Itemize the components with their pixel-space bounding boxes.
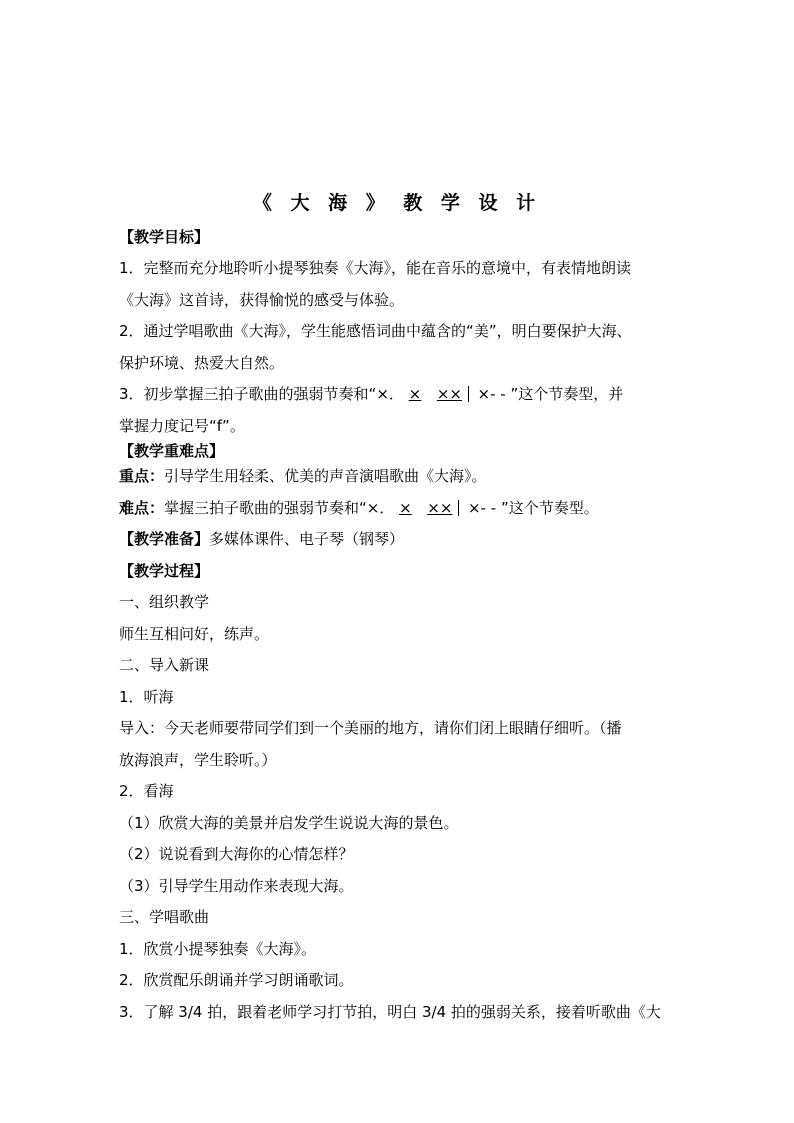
section-heading-preparation: 【教学准备】 [119, 530, 210, 548]
key-point [119, 466, 679, 486]
process-list-item: （3）引导学生用动作来表现大海。 [119, 877, 354, 895]
process-step-heading: 二、导入新课 [119, 656, 210, 674]
process-sub-heading: 2．欣赏配乐朗诵并学习朗诵歌词。 [119, 971, 354, 989]
section-heading-key-points: 【教学重难点】 [119, 442, 225, 460]
process-list-item: （1）欣赏大海的美景并启发学生说说大海的景色。 [119, 814, 459, 832]
rhythm-note-1: × [399, 499, 412, 517]
process-step-heading: 三、学唱歌曲 [119, 908, 210, 926]
difficult-point [119, 498, 679, 518]
rhythm-note-1: × [408, 385, 422, 403]
section-heading-process: 【教学过程】 [119, 562, 210, 580]
objective-3-line-1 [119, 384, 679, 404]
objective-3-line-2: 掌握力度记号“f”。 [119, 417, 245, 435]
process-sub-heading: 1．听海 [119, 688, 174, 706]
document-title: 《 大 海 》 教 学 设 计 [252, 192, 542, 214]
objective-3-text-post: ”这个节奏型，并 [510, 385, 624, 403]
bar-line [458, 500, 459, 516]
objective-2-line-2: 保护环境、热爱大自然。 [119, 354, 285, 372]
difficult-point-label: 难点： [119, 499, 165, 517]
difficult-point-text-pre: 掌握三拍子歌曲的强弱节奏和“×． [164, 499, 395, 517]
rhythm-note-2: ×× [427, 499, 453, 517]
objective-2-line-1: 2．通过学唱歌曲《大海》，学生能感悟词曲中蕴含的“美”，明白要保护大海、 [119, 322, 632, 340]
process-paragraph: 师生互相问好，练声。 [119, 625, 270, 643]
preparation-text: 多媒体课件、电子琴（钢琴） [209, 530, 405, 548]
process-list-item: （2）说说看到大海你的心情怎样？ [119, 845, 354, 863]
section-heading-objectives: 【教学目标】 [119, 228, 210, 246]
process-sub-heading: 3．了解 3/4 拍，跟着老师学习打节拍，明白 3/4 拍的强弱关系，接着听歌曲《大 [119, 1003, 661, 1021]
key-point-label: 重点： [119, 467, 165, 485]
preparation-line [119, 529, 679, 549]
process-sub-heading: 1．欣赏小提琴独奏《大海》。 [119, 940, 317, 958]
process-sub-heading: 2．看海 [119, 782, 174, 800]
process-step-heading: 一、组织教学 [119, 593, 210, 611]
bar-line [468, 386, 469, 402]
difficult-point-text-post: ”这个节奏型。 [500, 499, 599, 517]
process-paragraph: 导入：今天老师要带同学们到一个美丽的地方，请你们闭上眼睛仔细听。（播 [119, 719, 622, 737]
rhythm-note-3: ×- - [477, 385, 506, 403]
objective-1-line-1: 1．完整而充分地聆听小提琴独奏《大海》，能在音乐的意境中，有表情地朗读 [119, 259, 632, 277]
objective-1-line-2: 《大海》这首诗，获得愉悦的感受与体验。 [119, 291, 405, 309]
key-point-text: 引导学生用轻柔、优美的声音演唱歌曲《大海》。 [164, 467, 487, 485]
rhythm-note-3: ×- - [467, 499, 497, 517]
objective-3-text-pre: 3．初步掌握三拍子歌曲的强弱节奏和“×． [119, 385, 404, 403]
rhythm-note-2: ×× [436, 385, 462, 403]
process-paragraph: 放海浪声，学生聆听。） [119, 751, 277, 769]
